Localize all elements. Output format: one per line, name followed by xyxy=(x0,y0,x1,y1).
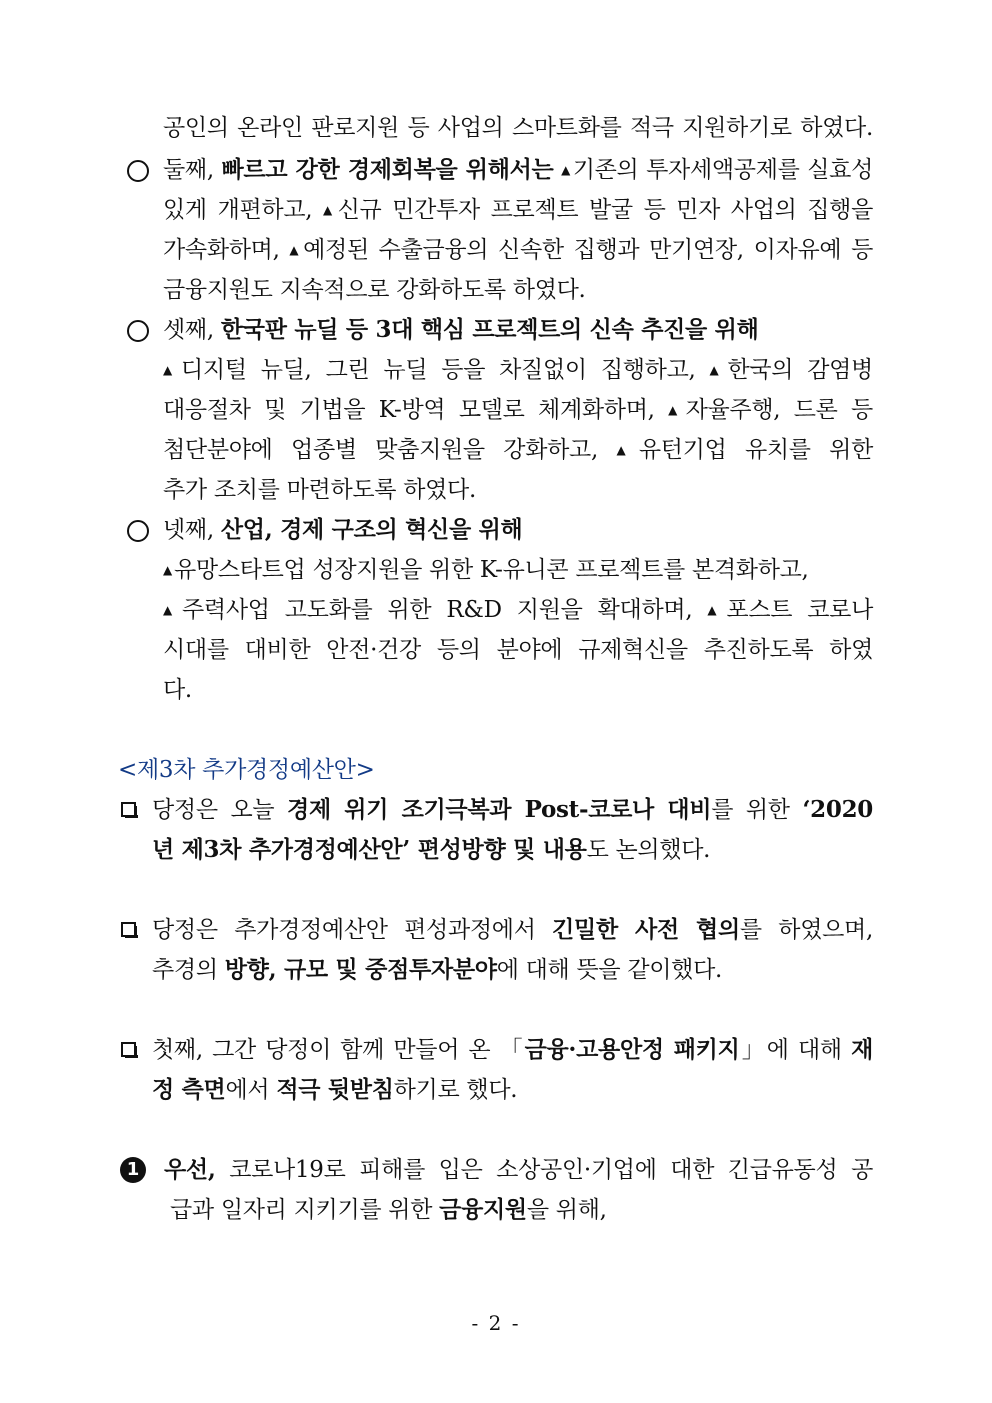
text-line: 당정은 오늘 경제 위기 조기극복과 Post-코로나 대비를 위한 ‘2020 xyxy=(152,796,873,823)
numbered-bullet-icon: 1 xyxy=(120,1157,146,1183)
text-line: ▲주력사업 고도화를 위한 R&D 지원을 확대하며, ▲포스트 코로나 xyxy=(163,597,873,623)
text-line: 있게 개편하고, ▲신규 민간투자 프로젝트 발굴 등 민자 사업의 집행을 xyxy=(163,197,874,223)
text-line: 정 측면에서 적극 뒷받침하기로 했다. xyxy=(152,1076,518,1103)
text-line: 대응절차 및 기법을 K-방역 모델로 체계화하며, ▲자율주행, 드론 등 xyxy=(163,397,873,423)
triangle-bullet-icon: ▲ xyxy=(616,443,637,457)
triangle-bullet-icon: ▲ xyxy=(322,203,336,217)
text-line: 둘째, 빠르고 강한 경제회복을 위해서는 ▲기존의 투자세액공제를 실효성 xyxy=(163,156,873,183)
circle-bullet-icon xyxy=(127,160,149,182)
checkbox-bullet-icon xyxy=(121,922,136,937)
triangle-bullet-icon: ▲ xyxy=(561,163,571,177)
text-line: 시대를 대비한 안전·건강 등의 분야에 규제혁신을 추진하도록 하였 xyxy=(163,637,873,663)
text-line: 우선, 코로나19로 피해를 입은 소상공인·기업에 대한 긴급유동성 공 xyxy=(164,1156,873,1183)
text-line: 급과 일자리 지키기를 위한 금융지원을 위해, xyxy=(170,1196,607,1223)
text-line: 첨단분야에 업종별 맞춤지원을 강화하고, ▲유턴기업 유치를 위한 xyxy=(163,437,873,463)
page-number: - 2 - xyxy=(471,1311,521,1335)
text-line: 공인의 온라인 판로지원 등 사업의 스마트화를 적극 지원하기로 하였다. xyxy=(163,115,873,141)
text-line: 추가 조치를 마련하도록 하였다. xyxy=(163,477,476,503)
text-line: 다. xyxy=(163,677,192,703)
triangle-bullet-icon: ▲ xyxy=(163,563,172,577)
text-line: 셋째, 한국판 뉴딜 등 3대 핵심 프로젝트의 신속 추진을 위해 xyxy=(163,316,759,343)
circle-bullet-icon xyxy=(127,320,149,342)
text-line: ▲유망스타트업 성장지원을 위한 K-유니콘 프로젝트를 본격화하고, xyxy=(163,557,809,583)
triangle-bullet-icon: ▲ xyxy=(163,603,180,617)
section-heading: <제3차 추가경정예산안> xyxy=(118,757,375,783)
triangle-bullet-icon: ▲ xyxy=(668,403,684,417)
text-line: 년 제3차 추가경정예산안’ 편성방향 및 내용도 논의했다. xyxy=(152,836,711,863)
text-line: 첫째, 그간 당정이 함께 만들어 온 「금융·고용안정 패키지」에 대해 재 xyxy=(152,1036,873,1063)
triangle-bullet-icon: ▲ xyxy=(709,363,726,377)
text-line: ▲디지털 뉴딜, 그린 뉴딜 등을 차질없이 집행하고, ▲한국의 감염병 xyxy=(163,357,873,383)
checkbox-bullet-icon xyxy=(121,802,136,817)
circle-bullet-icon xyxy=(127,520,149,542)
text-line: 당정은 추가경정예산안 편성과정에서 긴밀한 사전 협의를 하였으며, xyxy=(152,916,873,943)
checkbox-bullet-icon xyxy=(121,1042,136,1057)
text-line: 가속화하며, ▲예정된 수출금융의 신속한 집행과 만기연장, 이자유예 등 xyxy=(163,237,873,263)
triangle-bullet-icon: ▲ xyxy=(289,243,302,257)
text-line: 넷째, 산업, 경제 구조의 혁신을 위해 xyxy=(163,516,523,543)
triangle-bullet-icon: ▲ xyxy=(707,603,725,617)
text-line: 추경의 방향, 규모 및 중점투자분야에 대해 뜻을 같이했다. xyxy=(152,956,723,983)
triangle-bullet-icon: ▲ xyxy=(163,363,179,377)
text-line: 금융지원도 지속적으로 강화하도록 하였다. xyxy=(163,277,586,303)
